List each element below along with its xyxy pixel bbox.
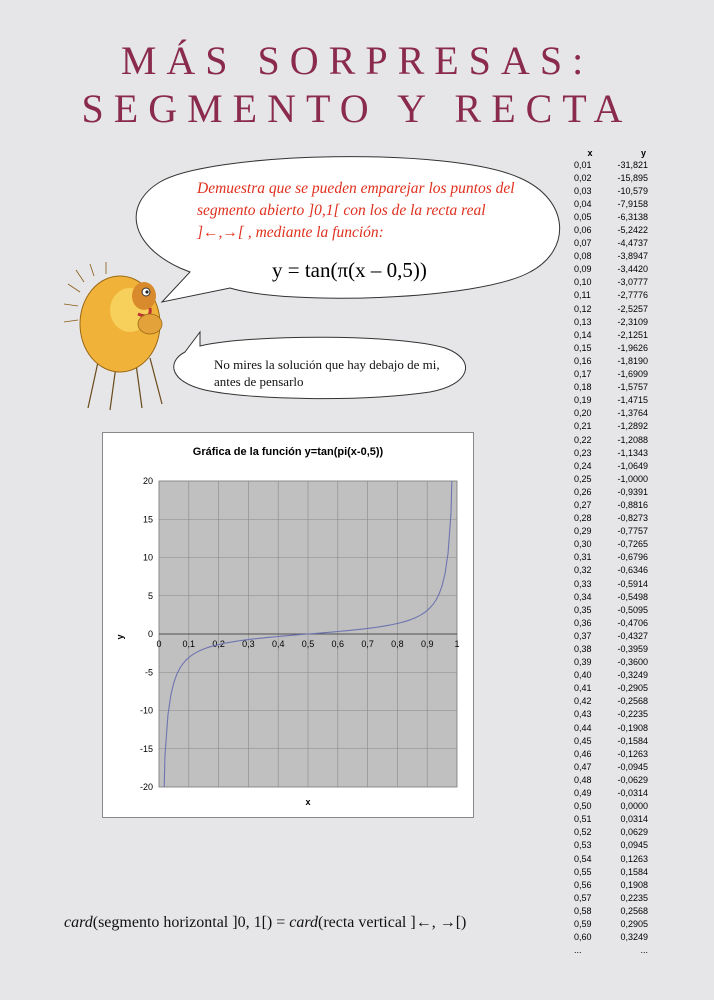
- table-cell-x: 0,35: [574, 604, 592, 615]
- y-tick-label: -10: [139, 705, 153, 716]
- table-cell-x: 0,56: [574, 879, 592, 890]
- table-row: [568, 394, 708, 407]
- table-cell-y: -6,3138: [617, 211, 648, 222]
- table-cell-y: -1,0000: [617, 473, 648, 484]
- table-row: [568, 551, 708, 564]
- table-row: [568, 538, 708, 551]
- x-tick-label: 0,1: [182, 639, 196, 649]
- table-cell-y: -0,9391: [617, 486, 648, 497]
- table-row: [568, 197, 708, 210]
- table-row: [568, 472, 708, 485]
- table-cell-y: 0,0945: [620, 840, 648, 851]
- table-body: [568, 158, 708, 957]
- x-tick-label: 0,3: [242, 639, 255, 649]
- bubble-main-text: Demuestra que se pueden emparejar los puntos del segmento abierto ]0,1[ con los de la recta real ]←,→[ , mediante la función:: [197, 180, 515, 241]
- table-row: [568, 237, 708, 250]
- table-row: [568, 734, 708, 747]
- table-cell-y: 0,3249: [620, 932, 648, 943]
- chart-title: Gráfica de la función y=tan(pi(x-0,5)): [192, 446, 384, 458]
- table-cell-x: 0,21: [574, 421, 592, 432]
- table-row: [568, 250, 708, 263]
- table-row: [568, 695, 708, 708]
- table-cell-x: 0,07: [574, 238, 592, 249]
- formula: y = tan(π(x – 0,5)): [272, 258, 427, 282]
- y-tick-label: -5: [144, 667, 153, 678]
- table-row: [568, 826, 708, 839]
- x-tick-label: 0,6: [331, 639, 345, 649]
- table-row: [568, 629, 708, 642]
- table-row: [568, 603, 708, 616]
- table-cell-x: 0,52: [574, 827, 592, 838]
- chart-panel: [102, 432, 474, 818]
- table-cell-y: -0,1584: [617, 735, 648, 746]
- table-header-y: y: [640, 148, 646, 158]
- table-cell-x: 0,34: [574, 591, 592, 602]
- table-cell-x: 0,58: [574, 905, 592, 916]
- table-row: [568, 800, 708, 813]
- table-cell-y: -0,2905: [617, 683, 648, 694]
- table-cell-y: -0,4327: [617, 630, 648, 641]
- table-cell-y: -0,8273: [617, 513, 648, 524]
- table-row: [568, 485, 708, 498]
- table-row: [568, 931, 708, 944]
- table-cell-y: 0,0000: [620, 801, 648, 812]
- table-cell-x: 0,39: [574, 657, 592, 668]
- table-row: [568, 878, 708, 891]
- table-cell-y: 0,2235: [620, 892, 648, 903]
- table-row: [568, 459, 708, 472]
- card-equation: [64, 914, 466, 932]
- table-cell-x: 0,49: [574, 788, 592, 799]
- table-cell-x: 0,33: [574, 578, 592, 589]
- table-cell-x: 0,26: [574, 486, 592, 497]
- table-row: [568, 498, 708, 511]
- table-cell-y: -0,7265: [617, 539, 648, 550]
- table-cell-y: -0,4706: [617, 617, 648, 628]
- table-cell-x: 0,14: [574, 329, 592, 340]
- table-row: [568, 341, 708, 354]
- table-cell-y: -1,9626: [617, 342, 648, 353]
- table-cell-y: -0,7757: [617, 526, 648, 537]
- table-row: [568, 158, 708, 171]
- table-row: [568, 682, 708, 695]
- table-row: [568, 787, 708, 800]
- table-cell-y: 0,2568: [620, 905, 648, 916]
- table-row: [568, 184, 708, 197]
- table-cell-y: -2,3109: [617, 316, 648, 327]
- table-cell-y: -0,1908: [617, 722, 648, 733]
- table-row: [568, 433, 708, 446]
- table-cell-x: 0,40: [574, 670, 592, 681]
- table-cell-y: -0,1263: [617, 748, 648, 759]
- table-cell-x: 0,46: [574, 748, 592, 759]
- title-line-1: MÁS SORPRESAS:: [120, 38, 594, 83]
- x-tick-label: 0,2: [212, 639, 225, 649]
- y-tick-label: 15: [142, 514, 153, 525]
- table-cell-y: 0,1263: [620, 853, 648, 864]
- table-cell-y: -7,9158: [617, 198, 648, 209]
- table-cell-y: -0,2568: [617, 696, 648, 707]
- table-cell-y: 0,1908: [620, 879, 648, 890]
- x-tick-label: 0,8: [391, 639, 404, 649]
- table-cell-x: 0,08: [574, 251, 592, 262]
- table-cell-x: 0,20: [574, 408, 592, 419]
- table-cell-y: -0,5095: [617, 604, 648, 615]
- table-row: [568, 839, 708, 852]
- table-row: [568, 813, 708, 826]
- table-cell-y: -1,3764: [617, 408, 648, 419]
- table-row: [568, 276, 708, 289]
- x-tick-label: 1: [454, 639, 460, 649]
- table-cell-y: -2,1251: [617, 329, 648, 340]
- table-cell-x: 0,02: [574, 172, 592, 183]
- x-tick-label: 0,7: [361, 639, 374, 649]
- table-cell-x: 0,45: [574, 735, 592, 746]
- table-cell-y: -10,579: [617, 185, 648, 196]
- table-cell-x: 0,12: [574, 303, 592, 314]
- table-cell-x: 0,37: [574, 630, 592, 641]
- title-line-2: SEGMENTO Y RECTA: [81, 86, 633, 131]
- table-cell-y: 0,1584: [620, 866, 648, 877]
- table-cell-y: -3,4420: [617, 264, 648, 275]
- table-row: [568, 446, 708, 459]
- table-cell-x: 0,24: [574, 460, 592, 471]
- table-cell-y: -0,6346: [617, 565, 648, 576]
- table-row: [568, 263, 708, 276]
- table-row: [568, 642, 708, 655]
- table-cell-x: 0,29: [574, 526, 592, 537]
- values-table: [568, 148, 708, 957]
- table-cell-x: 0,50: [574, 801, 592, 812]
- y-tick-label: 5: [147, 590, 153, 601]
- table-cell-y: -31,821: [617, 159, 648, 170]
- table-cell-y: -0,0314: [617, 788, 648, 799]
- y-axis-label: y: [115, 634, 125, 640]
- table-row: [568, 944, 708, 957]
- chart: [103, 433, 473, 817]
- bubble-small-text: No mires la solución que hay debajo de mi, antes de pensarlo: [214, 357, 440, 389]
- table-cell-x: 0,19: [574, 395, 592, 406]
- card-word-2: card: [289, 914, 318, 931]
- table-cell-y: -0,5914: [617, 578, 648, 589]
- table-row: [568, 354, 708, 367]
- table-row: [568, 171, 708, 184]
- table-cell-y: -0,2235: [617, 709, 648, 720]
- table-cell-x: 0,41: [574, 683, 592, 694]
- table-cell-y: -0,3249: [617, 670, 648, 681]
- table-row: [568, 747, 708, 760]
- table-cell-y: -1,2088: [617, 434, 648, 445]
- table-cell-y: -0,5498: [617, 591, 648, 602]
- table-header: [568, 148, 708, 158]
- table-cell-x: 0,16: [574, 355, 592, 366]
- table-cell-y: -0,6796: [617, 552, 648, 563]
- table-cell-x: 0,09: [574, 264, 592, 275]
- table-row: [568, 577, 708, 590]
- table-cell-x: 0,17: [574, 369, 592, 380]
- card-word-1: card: [64, 914, 93, 931]
- table-cell-y: -1,0649: [617, 460, 648, 471]
- table-cell-x: 0,38: [574, 644, 592, 655]
- table-cell-y: -4,4737: [617, 238, 648, 249]
- table-cell-x: 0,51: [574, 814, 592, 825]
- table-row: [568, 328, 708, 341]
- table-row: [568, 289, 708, 302]
- table-row: [568, 917, 708, 930]
- table-cell-y: -1,4715: [617, 395, 648, 406]
- table-header-x: x: [587, 148, 593, 158]
- table-cell-y: 0,2905: [620, 918, 648, 929]
- table-cell-x: 0,55: [574, 866, 592, 877]
- table-row: [568, 656, 708, 669]
- table-cell-x: 0,36: [574, 617, 592, 628]
- card-text-1: (segmento horizontal ]0, 1[) =: [92, 914, 290, 931]
- table-row: [568, 564, 708, 577]
- table-row: [568, 210, 708, 223]
- table-cell-x: 0,10: [574, 277, 592, 288]
- table-cell-y: -1,6909: [617, 369, 648, 380]
- table-cell-x: ...: [574, 945, 582, 956]
- table-cell-y: -2,7776: [617, 290, 648, 301]
- table-row: [568, 525, 708, 538]
- table-cell-x: 0,57: [574, 892, 592, 903]
- table-cell-x: 0,03: [574, 185, 592, 196]
- x-tick-label: 0,5: [301, 639, 315, 649]
- table-row: [568, 368, 708, 381]
- table-row: [568, 865, 708, 878]
- table-row: [568, 904, 708, 917]
- table-row: [568, 420, 708, 433]
- table-row: [568, 708, 708, 721]
- table-cell-x: 0,25: [574, 473, 592, 484]
- table-row: [568, 721, 708, 734]
- table-cell-y: 0,0629: [620, 827, 648, 838]
- table-cell-x: 0,23: [574, 447, 592, 458]
- table-cell-y: -1,8190: [617, 355, 648, 366]
- table-cell-y: -15,895: [617, 172, 648, 183]
- table-cell-y: -5,2422: [617, 225, 648, 236]
- table-cell-y: -2,5257: [617, 303, 648, 314]
- y-tick-label: 0: [147, 629, 153, 639]
- table-row: [568, 616, 708, 629]
- table-cell-y: -1,5757: [617, 382, 648, 393]
- table-cell-y: 0,0314: [620, 814, 648, 825]
- table-cell-y: -1,2892: [617, 421, 648, 432]
- table-cell-x: 0,06: [574, 225, 592, 236]
- x-tick-label: 0,4: [271, 639, 285, 649]
- y-tick-label: 10: [142, 552, 153, 563]
- table-cell-y: -3,8947: [617, 251, 648, 262]
- table-cell-y: -3,0777: [617, 277, 648, 288]
- table-row: [568, 760, 708, 773]
- y-tick-label: -20: [139, 782, 153, 792]
- table-cell-x: 0,01: [574, 159, 592, 170]
- table-cell-y: -0,3600: [617, 657, 648, 668]
- table-cell-x: 0,31: [574, 552, 592, 563]
- table-row: [568, 512, 708, 525]
- card-text-2: (recta vertical ]←, →[): [318, 914, 467, 931]
- table-cell-x: 0,22: [574, 434, 592, 445]
- table-cell-x: 0,30: [574, 539, 592, 550]
- creature-illustration: [58, 262, 188, 412]
- table-row: [568, 891, 708, 904]
- table-cell-y: ...: [640, 945, 648, 956]
- table-row: [568, 302, 708, 315]
- table-cell-x: 0,27: [574, 499, 592, 510]
- table-cell-x: 0,44: [574, 722, 592, 733]
- table-cell-x: 0,47: [574, 761, 592, 772]
- table-cell-x: 0,05: [574, 211, 592, 222]
- table-cell-x: 0,53: [574, 840, 592, 851]
- table-row: [568, 669, 708, 682]
- table-cell-x: 0,48: [574, 774, 592, 785]
- y-tick-label: -15: [139, 743, 153, 754]
- x-tick-label: 0: [156, 639, 162, 649]
- table-cell-x: 0,28: [574, 513, 592, 524]
- table-cell-y: -0,0629: [617, 774, 648, 785]
- table-row: [568, 407, 708, 420]
- table-row: [568, 223, 708, 236]
- table-cell-y: -0,0945: [617, 761, 648, 772]
- y-tick-label: 20: [142, 476, 153, 486]
- table-cell-y: -0,3959: [617, 644, 648, 655]
- table-row: [568, 852, 708, 865]
- table-row: [568, 773, 708, 786]
- table-cell-x: 0,42: [574, 696, 592, 707]
- table-cell-x: 0,43: [574, 709, 592, 720]
- table-row: [568, 381, 708, 394]
- table-cell-x: 0,59: [574, 918, 592, 929]
- table-cell-y: -1,1343: [617, 447, 648, 458]
- table-cell-x: 0,13: [574, 316, 592, 327]
- table-cell-x: 0,60: [574, 932, 592, 943]
- table-cell-x: 0,11: [574, 290, 591, 301]
- table-cell-x: 0,32: [574, 565, 592, 576]
- x-axis-label: x: [305, 797, 311, 807]
- table-cell-x: 0,54: [574, 853, 592, 864]
- table-cell-x: 0,18: [574, 382, 592, 393]
- table-cell-x: 0,04: [574, 198, 592, 209]
- table-cell-x: 0,15: [574, 342, 592, 353]
- table-row: [568, 315, 708, 328]
- x-tick-label: 0,9: [420, 639, 434, 649]
- table-cell-y: -0,8816: [617, 499, 648, 510]
- table-row: [568, 590, 708, 603]
